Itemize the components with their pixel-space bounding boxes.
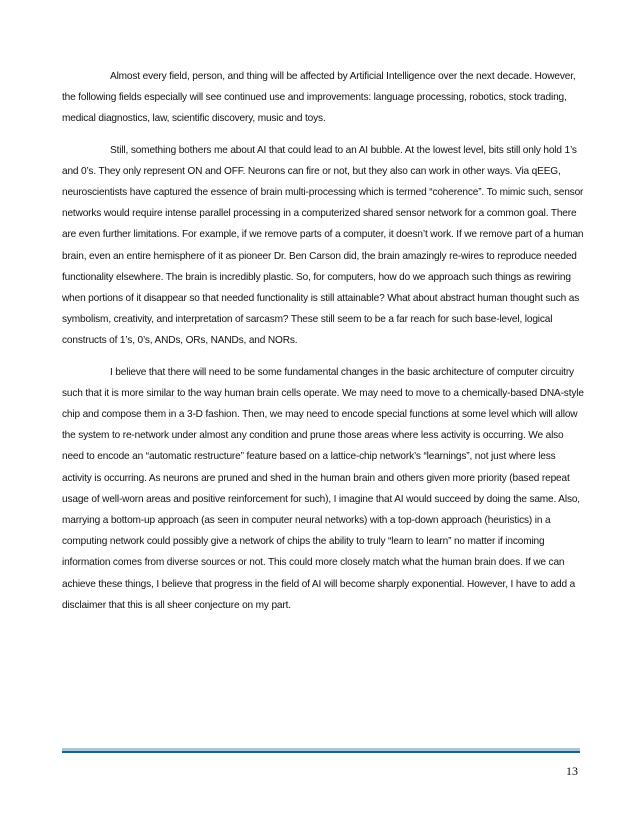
body-text bbox=[62, 66, 584, 626]
page-number: 13 bbox=[566, 764, 578, 778]
paragraph-ai-fields: Almost every field, person, and thing will be affected by Artificial Intelligence over the next decade. However, the following fields especially will see continued use and improvements: language processing, robotics, stock trading, medical diagnostics, law, scientific discovery, music and toys. bbox=[62, 71, 576, 125]
footer-rule-dark bbox=[62, 751, 580, 753]
paragraph-architecture-changes: I believe that there will need to be some fundamental changes in the basic architecture of computer circuitry such that it is more similar to the way human brain cells operate. We may need to move to a chemically-based DNA-style chip and compose them in a 3-D fashion. Then, we may need to encode special functions at some level which will allow the system to re-network under almost any condition and prune those areas where less activity is occurring. We also need to encode an “automatic restructure” feature based on a lattice-chip network’s “learnings”, not just where less activity is occurring. As neurons are pruned and shed in the human brain and others given more priority (based repeat usage of well-worn areas and positive reinforcement for such), I imagine that AI would succeed by doing the same. Also, marrying a bottom-up approach (as seen in computer neural networks) with a top-down approach (heuristics) in a computing network could possibly give a network of chips the ability to truly “learn to learn” no matter if incoming information comes from diverse sources or not. This could more closely match what the human brain does. If we can achieve these things, I believe that progress in the field of AI will become sharply exponential. However, I have to add a disclaimer that this is all sheer conjecture on my part. bbox=[62, 366, 584, 611]
paragraph-ai-bubble: Still, something bothers me about AI that could lead to an AI bubble. At the lowest level, bits still only hold 1’s and 0’s. They only represent ON and OFF. Neurons can fire or not, but they also can work in other ways. Via qEEG, neuroscientists have captured the essence of brain multi-processing which is termed “coherence”. To mimic such, sensor networks would require intense parallel processing in a computerized shared sensor network for a common goal. There are even further limitations. For example, if we remove parts of a computer, it doesn’t work. If we remove part of a human brain, even an entire hemisphere of it as pioneer Dr. Ben Carson did, the brain amazingly re-wires to reproduce needed functionality elsewhere. The brain is incredibly plastic. So, for computers, how do we approach such things as rewiring when portions of it disappear so that needed functionality is still attainable? What about abstract human thought such as symbolism, creativity, and interpretation of sarcasm? These still seem to be a far reach for such base-level, logical constructs of 1’s, 0’s, ANDs, ORs, NANDs, and NORs. bbox=[62, 144, 584, 347]
